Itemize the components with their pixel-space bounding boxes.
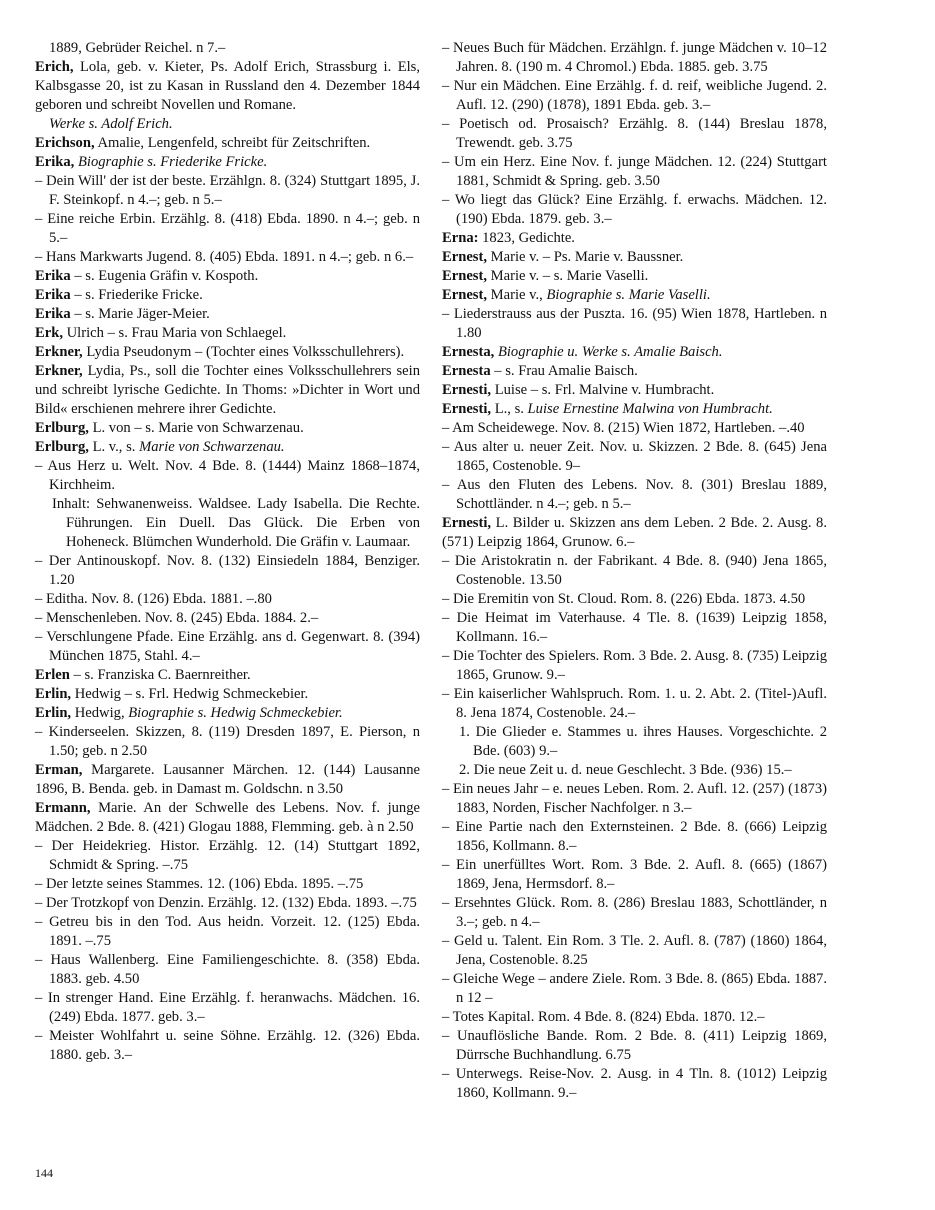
entry-text: – Unauflösliche Bande. Rom. 2 Bde. 8. (411) Leipzig 1869, Dürrsche Buchhandlung. 6.75: [442, 1028, 827, 1063]
entry-text: – Am Scheidewege. Nov. 8. (215) Wien 1872, Hartleben. –.40: [442, 420, 805, 436]
work-item: [442, 476, 827, 514]
entry-text: Hedwig,: [71, 705, 129, 721]
entry-headword: Ernesta: [442, 363, 491, 379]
index-entry: [442, 267, 827, 286]
entry-text: – Die Heimat im Vaterhause. 4 Tle. 8. (1639) Leipzig 1858, Kollmann. 16.–: [442, 610, 827, 645]
entry-headword: Ernesta,: [442, 344, 495, 360]
entry-text: – s. Friederike Fricke.: [70, 287, 203, 303]
continuation-line: [35, 39, 420, 58]
entry-text: – In strenger Hand. Eine Erzählg. f. heranwachs. Mädchen. 16. (249) Ebda. 1877. geb. 3.–: [35, 990, 420, 1025]
page-number: 144: [35, 1166, 53, 1180]
index-entry: [442, 248, 827, 267]
entry-reference: Biographie s. Friederike Fricke.: [74, 154, 268, 170]
entry-text: – Ein kaiserlicher Wahlspruch. Rom. 1. u. 2. Abt. 2. (Titel-)Aufl. 8. Jena 1874, Costenoble. 24.–: [442, 686, 827, 721]
entry-headword: Erika: [35, 287, 71, 303]
work-item: [442, 609, 827, 647]
work-item: [35, 172, 420, 210]
entry-text: – Kinderseelen. Skizzen, 8. (119) Dresden 1897, E. Pierson, n 1.50; geb. n 2.50: [35, 724, 420, 759]
entry-text: – Wo liegt das Glück? Eine Erzählg. f. erwachs. Mädchen. 12. (190) Ebda. 1879. geb. 3.–: [442, 192, 827, 227]
work-item: [442, 932, 827, 970]
entry-text: – Getreu bis in den Tod. Aus heidn. Vorzeit. 12. (125) Ebda. 1891. –.75: [35, 914, 420, 949]
entry-text: 1823, Gedichte.: [478, 230, 575, 246]
entry-headword: Ermann,: [35, 800, 91, 816]
entry-text: – Neues Buch für Mädchen. Erzählgn. f. junge Mädchen v. 10–12 Jahren. 8. (190 m. 4 Chromol.) Ebda. 1885. geb. 3.75: [442, 40, 827, 75]
work-item: [35, 837, 420, 875]
index-entry: [35, 419, 420, 438]
work-item: [35, 210, 420, 248]
work-item: [35, 989, 420, 1027]
entry-headword: Erlin,: [35, 705, 72, 721]
entry-text: Amalie, Lengenfeld, schreibt für Zeitschriften.: [94, 135, 371, 151]
work-item: [442, 153, 827, 191]
entry-text: Hedwig – s. Frl. Hedwig Schmeckebier.: [71, 686, 309, 702]
entry-text: – Der Antinouskopf. Nov. 8. (132) Einsiedeln 1884, Benziger. 1.20: [35, 553, 420, 588]
entry-reference: Biographie u. Werke s. Amalie Baisch.: [494, 344, 723, 360]
index-entry: [35, 685, 420, 704]
index-entry: [35, 286, 420, 305]
entry-text: – Der Heidekrieg. Histor. Erzählg. 12. (14) Stuttgart 1892, Schmidt & Spring. –.75: [35, 838, 420, 873]
work-item: [442, 191, 827, 229]
entry-text: – Unterwegs. Reise-Nov. 2. Ausg. in 4 Tln. 8. (1012) Leipzig 1860, Kollmann. 9.–: [442, 1066, 827, 1101]
index-entry: [35, 58, 420, 115]
index-entry: [35, 761, 420, 799]
work-item: [35, 590, 420, 609]
index-entry: [442, 381, 827, 400]
entry-text: L. von – s. Marie von Schwarzenau.: [88, 420, 304, 436]
entry-text: – s. Marie Jäger-Meier.: [70, 306, 210, 322]
continuation-line: [35, 115, 420, 134]
work-item: [35, 951, 420, 989]
entry-headword: Ernest,: [442, 268, 487, 284]
index-entry: [442, 514, 827, 552]
entry-text: – Gleiche Wege – andere Ziele. Rom. 3 Bde. 8. (865) Ebda. 1887. n 12 –: [442, 971, 827, 1006]
entry-text: – Ersehntes Glück. Rom. 8. (286) Breslau 1883, Schottländer, n 3.–; geb. n 4.–: [442, 895, 827, 930]
entry-text: Ulrich – s. Frau Maria von Schlaegel.: [62, 325, 287, 341]
index-entry: [35, 799, 420, 837]
index-entry: [35, 153, 420, 172]
entry-text: – Die Eremitin von St. Cloud. Rom. 8. (226) Ebda. 1873. 4.50: [442, 591, 806, 607]
entry-headword: Ernest,: [442, 287, 487, 303]
work-item: [442, 1008, 827, 1027]
entry-text: – Haus Wallenberg. Eine Familiengeschichte. 8. (358) Ebda. 1883. geb. 4.50: [35, 952, 420, 987]
entry-text: – Ein neues Jahr – e. neues Leben. Rom. 2. Aufl. 12. (257) (1873) 1883, Norden, Fischer Nachfolger. n 3.–: [442, 781, 827, 816]
entry-headword: Erlburg,: [35, 439, 89, 455]
entry-text: – Menschenleben. Nov. 8. (245) Ebda. 1884. 2.–: [35, 610, 319, 626]
entry-text: – Eine Partie nach den Externsteinen. 2 Bde. 8. (666) Leipzig 1856, Kollmann. 8.–: [442, 819, 827, 854]
index-entry: [35, 666, 420, 685]
entry-text: – s. Frau Amalie Baisch.: [490, 363, 638, 379]
work-item: [442, 419, 827, 438]
index-entry: [35, 324, 420, 343]
entry-text: Lydia, Ps., soll die Tochter eines Volksschullehrers sein und schreibt lyrische Gedichte. In Thoms: »Dichter in Wort und Bild« erschienen mehrere ihrer Gedichte.: [35, 363, 420, 417]
entry-text: – Aus den Fluten des Lebens. Nov. 8. (301) Breslau 1889, Schottländer. n 4.–; geb. n 5.–: [442, 477, 827, 512]
right-column: [442, 39, 827, 1103]
entry-text: – Geld u. Talent. Ein Rom. 3 Tle. 2. Aufl. 8. (787) (1860) 1864, Jena, Costenoble. 8.25: [442, 933, 827, 968]
entry-text: – s. Eugenia Gräfin v. Kospoth.: [70, 268, 259, 284]
entry-text: Marie. An der Schwelle des Lebens. Nov. f. junge Mädchen. 2 Bde. 8. (421) Glogau 1888, Flemming. geb. à n 2.50: [35, 800, 420, 835]
entry-headword: Erika,: [35, 154, 75, 170]
entry-text: – Totes Kapital. Rom. 4 Bde. 8. (824) Ebda. 1870. 12.–: [442, 1009, 765, 1025]
entry-text: – Der Trotzkopf von Denzin. Erzählg. 12. (132) Ebda. 1893. –.75: [35, 895, 417, 911]
entry-headword: Ernesti,: [442, 382, 492, 398]
work-item: [35, 875, 420, 894]
work-item: [442, 77, 827, 115]
index-entry: [35, 267, 420, 286]
entry-headword: Erlen: [35, 667, 70, 683]
entry-text: – Die Aristokratin n. der Fabrikant. 4 Bde. 8. (940) Jena 1865, Costenoble. 13.50: [442, 553, 827, 588]
entry-text: 2. Die neue Zeit u. d. neue Geschlecht. 3 Bde. (936) 15.–: [459, 762, 792, 778]
entry-reference: Biographie s. Hedwig Schmeckebier.: [128, 705, 343, 721]
work-item: [35, 457, 420, 495]
sub-item: [442, 761, 827, 780]
entry-text: – Editha. Nov. 8. (126) Ebda. 1881. –.80: [35, 591, 272, 607]
index-entry: [35, 134, 420, 153]
work-item: [442, 552, 827, 590]
entry-text: – Ein unerfülltes Wort. Rom. 3 Bde. 2. Aufl. 8. (665) (1867) 1869, Jena, Hermsdorf. 8.–: [442, 857, 827, 892]
work-item: [442, 970, 827, 1008]
index-entry: [442, 362, 827, 381]
entry-text: L. Bilder u. Skizzen ans dem Leben. 2 Bde. 2. Ausg. 8. (571) Leipzig 1864, Grunow. 6.–: [442, 515, 827, 550]
index-entry: [35, 704, 420, 723]
sub-item: [442, 723, 827, 761]
work-item: [35, 628, 420, 666]
entry-text: – Verschlungene Pfade. Eine Erzählg. ans d. Gegenwart. 8. (394) München 1875, Stahl. 4.–: [35, 629, 420, 664]
entry-headword: Ernesti,: [442, 401, 492, 417]
left-column: [35, 39, 420, 1065]
entry-text: L. v., s.: [88, 439, 140, 455]
entry-reference: Werke s. Adolf Erich.: [49, 116, 173, 132]
entry-headword: Erk,: [35, 325, 63, 341]
work-item: [35, 894, 420, 913]
entry-text: Marie v. – s. Marie Vaselli.: [487, 268, 649, 284]
work-item: [442, 856, 827, 894]
work-item: [35, 913, 420, 951]
work-item: [35, 248, 420, 267]
entry-text: 1889, Gebrüder Reichel. n 7.–: [49, 40, 226, 56]
entry-headword: Erika: [35, 268, 71, 284]
sub-item: [35, 495, 420, 552]
index-entry: [35, 305, 420, 324]
work-item: [442, 780, 827, 818]
entry-headword: Erlin,: [35, 686, 72, 702]
entry-headword: Erkner,: [35, 344, 83, 360]
entry-headword: Erika: [35, 306, 71, 322]
entry-text: Lydia Pseudonym – (Tochter eines Volksschullehrers).: [82, 344, 405, 360]
entry-text: – Liederstrauss aus der Puszta. 16. (95) Wien 1878, Hartleben. n 1.80: [442, 306, 827, 341]
entry-text: – Aus Herz u. Welt. Nov. 4 Bde. 8. (1444) Mainz 1868–1874, Kirchheim.: [35, 458, 420, 493]
work-item: [442, 685, 827, 723]
entry-headword: Erichson,: [35, 135, 95, 151]
entry-headword: Ernesti,: [442, 515, 492, 531]
work-item: [442, 647, 827, 685]
entry-text: – Die Tochter des Spielers. Rom. 3 Bde. 2. Ausg. 8. (735) Leipzig 1865, Grunow. 9.–: [442, 648, 827, 683]
entry-text: Inhalt: Sehwanenweiss. Waldsee. Lady Isabella. Die Rechte. Führungen. Ein Duell. Das Glück. Die Erben von Hoheneck. Blümchen Wunderhold. Die Gräfin v. Laumaar.: [52, 496, 420, 550]
entry-headword: Erkner,: [35, 363, 83, 379]
index-entry: [442, 286, 827, 305]
entry-text: – Meister Wohlfahrt u. seine Söhne. Erzählg. 12. (326) Ebda. 1880. geb. 3.–: [35, 1028, 420, 1063]
index-entry: [442, 400, 827, 419]
entry-headword: Ernest,: [442, 249, 487, 265]
index-entry: [442, 229, 827, 248]
entry-text: – Der letzte seines Stammes. 12. (106) Ebda. 1895. –.75: [35, 876, 364, 892]
entry-text: – Poetisch od. Prosaisch? Erzählg. 8. (144) Breslau 1878, Trewendt. geb. 3.75: [442, 116, 827, 151]
entry-reference: Marie von Schwarzenau.: [139, 439, 285, 455]
entry-text: Lola, geb. v. Kieter, Ps. Adolf Erich, Strassburg i. Els, Kalbsgasse 20, ist zu Kasan in Russland den 4. Dezember 1844 geboren und schreibt Novellen und Romane.: [35, 59, 420, 113]
index-entry: [442, 343, 827, 362]
entry-text: – Dein Will' der ist der beste. Erzählgn. 8. (324) Stuttgart 1895, J. F. Steinkopf. n 4.–; geb. n 5.–: [35, 173, 420, 208]
work-item: [442, 818, 827, 856]
work-item: [442, 438, 827, 476]
work-item: [442, 115, 827, 153]
entry-text: Luise – s. Frl. Malvine v. Humbracht.: [491, 382, 715, 398]
entry-text: – Um ein Herz. Eine Nov. f. junge Mädchen. 12. (224) Stuttgart 1881, Schmidt & Spring. geb. 3.50: [442, 154, 827, 189]
index-entry: [35, 362, 420, 419]
work-item: [442, 894, 827, 932]
entry-text: – Aus alter u. neuer Zeit. Nov. u. Skizzen. 2 Bde. 8. (645) Jena 1865, Costenoble. 9–: [442, 439, 827, 474]
work-item: [442, 1027, 827, 1065]
entry-headword: Erman,: [35, 762, 83, 778]
entry-headword: Erna:: [442, 230, 479, 246]
index-entry: [35, 438, 420, 457]
work-item: [442, 39, 827, 77]
entry-text: Marie v.,: [487, 287, 547, 303]
work-item: [442, 590, 827, 609]
entry-text: – Eine reiche Erbin. Erzählg. 8. (418) Ebda. 1890. n 4.–; geb. n 5.–: [35, 211, 420, 246]
work-item: [442, 1065, 827, 1103]
entry-reference: Biographie s. Marie Vaselli.: [546, 287, 711, 303]
work-item: [442, 305, 827, 343]
work-item: [35, 552, 420, 590]
entry-text: – s. Franziska C. Baernreither.: [69, 667, 251, 683]
entry-text: – Hans Markwarts Jugend. 8. (405) Ebda. 1891. n 4.–; geb. n 6.–: [35, 249, 414, 265]
entry-text: Margarete. Lausanner Märchen. 12. (144) Lausanne 1896, B. Benda. geb. in Damast m. Goldschn. n 3.50: [35, 762, 420, 797]
entry-reference: Luise Ernestine Malwina von Humbracht.: [527, 401, 773, 417]
entry-headword: Erich,: [35, 59, 74, 75]
entry-text: Marie v. – Ps. Marie v. Baussner.: [487, 249, 684, 265]
entry-text: – Nur ein Mädchen. Eine Erzählg. f. d. reif, weibliche Jugend. 2. Aufl. 12. (290) (1878), 1891 Ebda. geb. 3.–: [442, 78, 827, 113]
work-item: [35, 723, 420, 761]
entry-text: L., s.: [491, 401, 528, 417]
work-item: [35, 609, 420, 628]
work-item: [35, 1027, 420, 1065]
entry-text: 1. Die Glieder e. Stammes u. ihres Hauses. Vorgeschichte. 2 Bde. (603) 9.–: [459, 724, 827, 759]
index-entry: [35, 343, 420, 362]
entry-headword: Erlburg,: [35, 420, 89, 436]
